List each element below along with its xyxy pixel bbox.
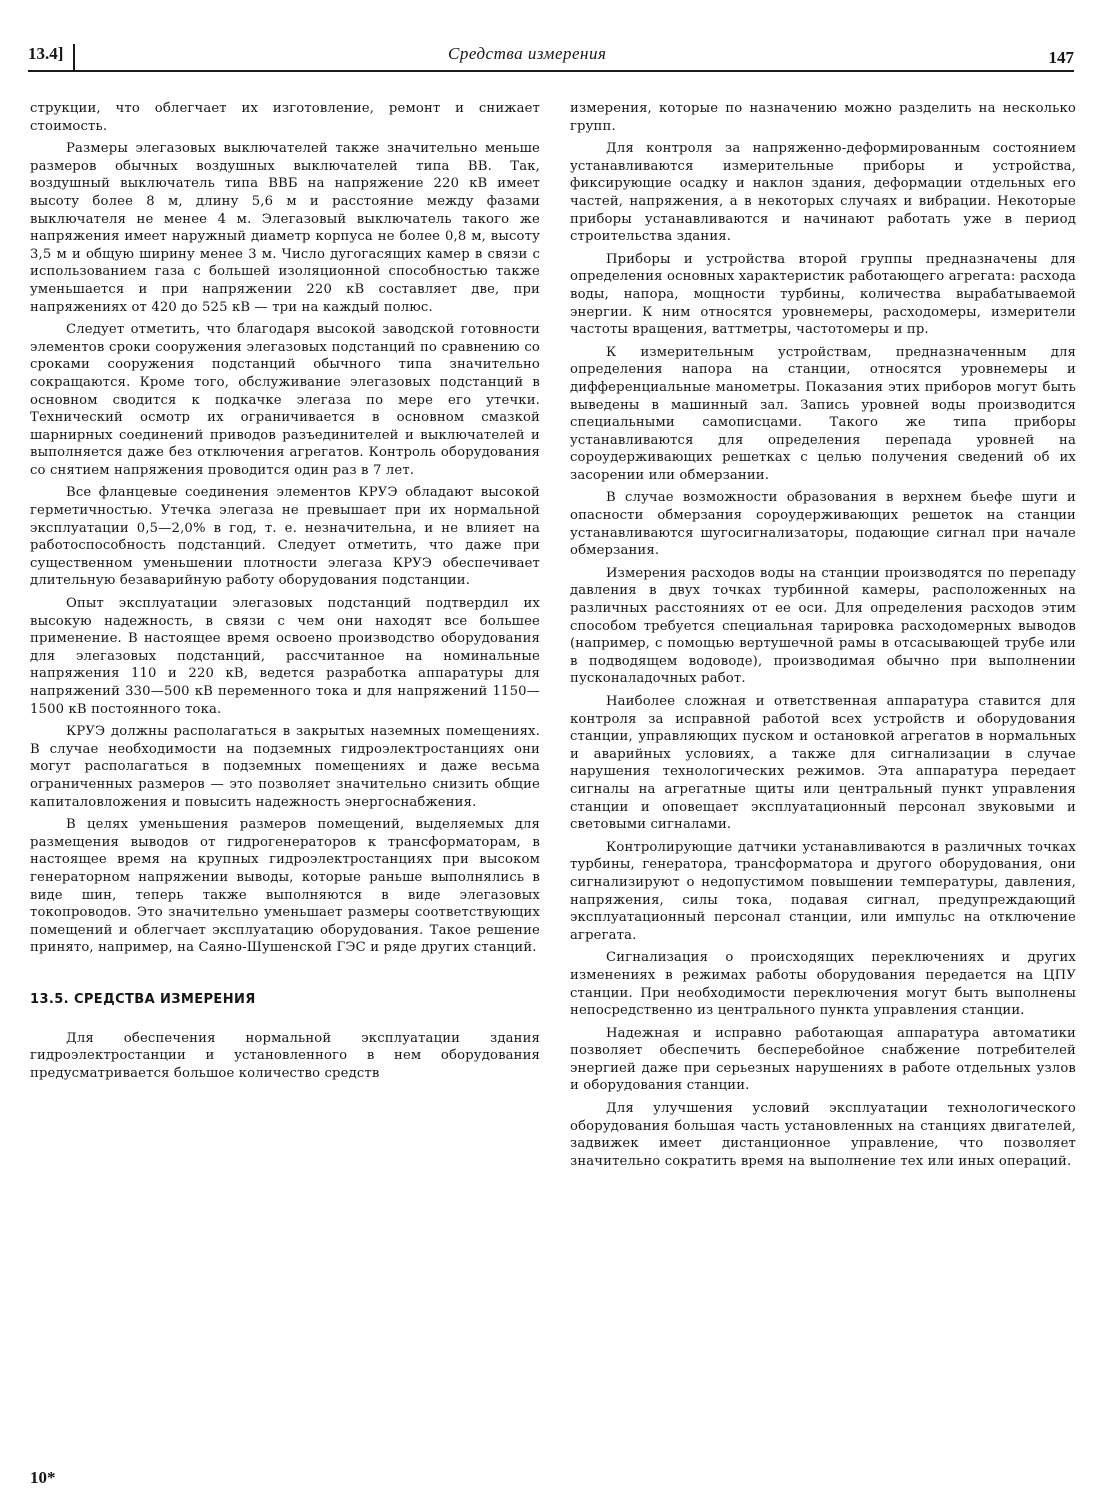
section-heading: 13.5. СРЕДСТВА ИЗМЕРЕНИЯ [30, 991, 256, 1007]
paragraph: КРУЭ должны располагаться в закрытых наземных помещениях. В случае необходимости на подземных гидроэлектростанциях они могут располагаться в подземных помещениях и даже весьма ограниченных размеров — это позволяет значительно снизить общие капиталовложения и повысить надежность энергоснабжения. [30, 724, 540, 810]
printer-signature-mark: 10* [30, 1468, 56, 1487]
paragraph: Надежная и исправно работающая аппаратура автоматики позволяет обеспечить бесперебойное снабжение потребителей энергией даже при серьезных нарушениях в работе отдельных узлов и оборудования станции. [570, 1025, 1076, 1094]
paragraph: Следует отметить, что благодаря высокой заводской готовности элементов сроки сооружения элегазовых подстанций по сравнению со сроками сооружения подстанций обычного типа значительно сокращаются. Кроме того, обслуживание элегазовых подстанций в основном сводится к подкачке элегаза по мере его утечки. Технический осмотр их ограничивается в основном смазкой шарнирных соединений приводов разъединителей и выключателей и выполняется даже без отключения агрегатов. Контроль оборудования со снятием напряжения проводится один раз в 7 лет. [30, 322, 540, 478]
paragraph: Контролирующие датчики устанавливаются в различных точках турбины, генератора, трансформатора и другого оборудования, они сигнализируют о недопустимом повышении температуры, давления, напряжения, силы тока, подавая сигнал, предупреждающий эксплуатационный персонал станции, или импульс на отключение агрегата. [570, 839, 1076, 943]
paragraph: Измерения расходов воды на станции производятся по перепаду давления в двух точках турбинной камеры, расположенных на различных расстояниях от ее оси. Для определения расходов этим способом требуется специальная тарировка расходомерных выводов (например, с помощью вертушечной рамы в отсасывающей трубе или в подводящем водоводе), производимая обычно при выполнении пусконаладочных работ. [570, 565, 1076, 687]
right-column [570, 100, 1076, 1175]
paragraph: Для контроля за напряженно-деформированным состоянием устанавливаются измерительные приборы и устройства, фиксирующие осадку и наклон здания, деформации отдельных его частей, напряжения, а в некоторых случаях и вибрации. Некоторые приборы устанавливаются и начинают работать уже в период строительства здания. [570, 141, 1076, 245]
paragraph: Опыт эксплуатации элегазовых подстанций подтвердил их высокую надежность, в связи с чем они находят все большее применение. В настоящее время освоено производство оборудования для элегазовых подстанций, рассчитанное на номинальные напряжения 110 и 220 кВ, ведется разработка аппаратуры для напряжений 330—500 кВ переменного тока и для напряжений 1150—1500 кВ постоянного тока. [30, 596, 540, 717]
paragraph: Приборы и устройства второй группы предназначены для определения основных характеристик работающего агрегата: расхода воды, напора, мощности турбины, количества вырабатываемой энергии. К ним относятся уровнемеры, расходомеры, измерители частоты вращения, ваттметры, частотомеры и пр. [570, 251, 1076, 338]
header-running-title: Средства измерения [448, 44, 607, 63]
paragraph: В случае возможности образования в верхнем бьефе шуги и опасности обмерзания сороудерживающих решеток на станции устанавливаются шугосигнализаторы, подающие сигнал при начале обмерзания. [570, 490, 1076, 559]
paragraph: Все фланцевые соединения элементов КРУЭ обладают высокой герметичностью. Утечка элегаза не превышает при их нормальной эксплуатации 0,5—2,0% в год, т. е. незначительна, и не влияет на работоспособность подстанций. Следует отметить, что даже при существенном уменьшении плотности элегаза КРУЭ обеспечивает длительную безаварийную работу оборудования подстанции. [30, 485, 540, 589]
paragraph: Для улучшения условий эксплуатации технологического оборудования большая часть установленных на станциях двигателей, задвижек имеет дистанционное управление, что позволяет значительно сократить время на выполнение тех или иных операций. [570, 1101, 1076, 1169]
paragraph: Размеры элегазовых выключателей также значительно меньше размеров обычных воздушных выключателей типа ВВ. Так, воздушный выключатель типа ВВБ на напряжение 220 кВ имеет высоту более 8 м, длину 5,6 м и расстояние между фазами выключателя не менее 4 м. Элегазовый выключатель такого же напряжения имеет наружный диаметр корпуса не более 0,8 м, высоту 3,5 м и общую ширину менее 3 м. Число дугогасящих камер в связи с использованием газа с большей изоляционной способностью также уменьшается и при напряжении 220 кВ составляет две, при напряжениях от 420 до 525 кВ — три на каждый полюс. [30, 141, 540, 315]
paragraph: К измерительным устройствам, предназначенным для определения напора на станции, относятся уровнемеры и дифференциальные манометры. Показания этих приборов могут быть выведены в машинный зал. Запись уровней воды производится специальными самописцами. Такого же типа приборы устанавливаются для определения перепада уровней на сороудерживающих решетках с целью получения сведений об их засорении или обмерзании. [570, 344, 1076, 483]
paragraph: струкции, что облегчает их изготовление, ремонт и снижает стоимость. [30, 101, 540, 134]
header-page-number: 147 [1048, 48, 1074, 67]
paragraph: Для обеспечения нормальной эксплуатации здания гидроэлектростанции и установленного в нем оборудования предусматривается большое количество средств [30, 1030, 540, 1081]
left-column [30, 100, 540, 1087]
paragraph: В целях уменьшения размеров помещений, выделяемых для размещения выводов от гидрогенераторов к трансформаторам, в настоящее время на крупных гидроэлектростанциях при высоком генераторном напряжении выводы, которые раньше выполнялись в виде шин, теперь также выполняются в виде элегазовых токопроводов. Это значительно уменьшает размеры соответствующих помещений и облегчает эксплуатацию оборудования. Такое решение принято, например, на Саяно-Шушенской ГЭС и ряде других станций. [30, 817, 540, 956]
paragraph: измерения, которые по назначению можно разделить на несколько групп. [570, 101, 1076, 134]
header-section-number: 13.4] [28, 44, 75, 70]
paragraph: Сигнализация о происходящих переключениях и других изменениях в режимах работы оборудования передается на ЦПУ станции. При необходимости переключения могут быть выполнены непосредственно из центрального пункта управления станции. [570, 950, 1076, 1019]
paragraph: Наиболее сложная и ответственная аппаратура ставится для контроля за исправной работой всех устройств и оборудования станции, управляющих пуском и остановкой агрегатов в нормальных и аварийных условиях, а также для сигнализации в случае нарушения технологических режимов. Эта аппаратура передает сигналы на агрегатные щиты или центральный пункт управления станции и оповещает эксплуатационный персонал звуковыми и световыми сигналами. [570, 694, 1076, 833]
page-header [28, 36, 1074, 72]
